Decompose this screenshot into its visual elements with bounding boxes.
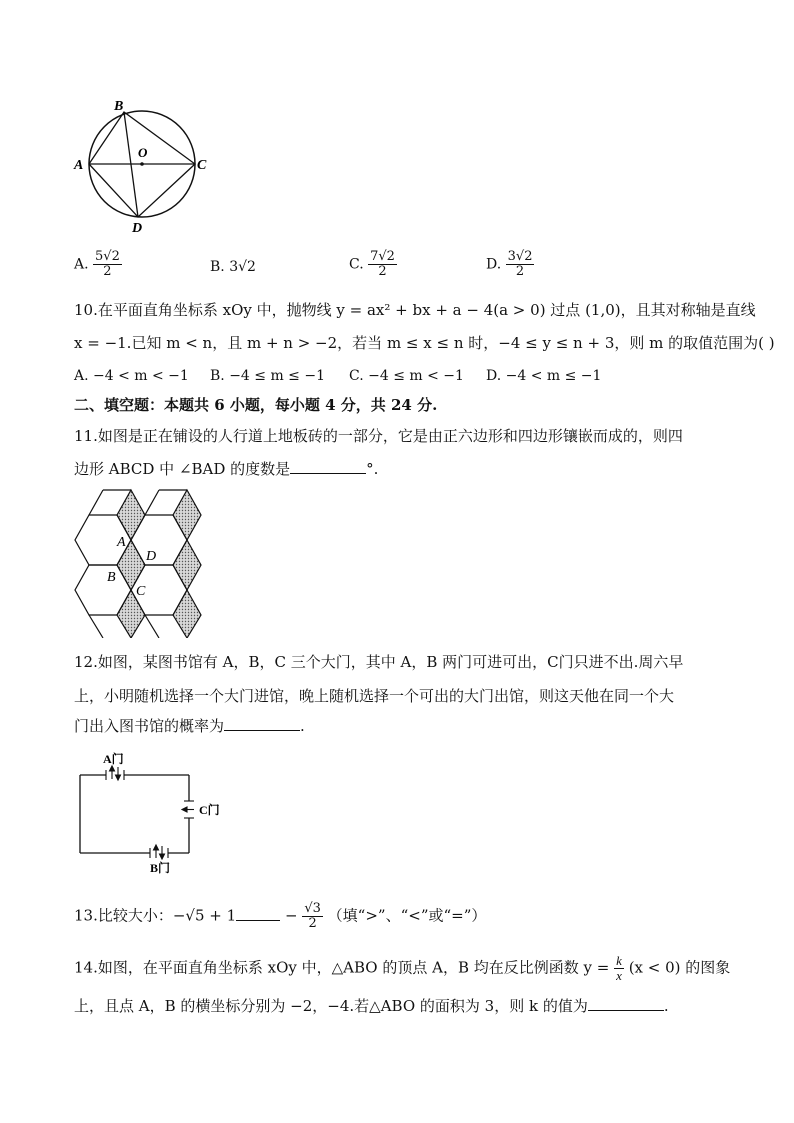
label-d: D <box>132 221 143 236</box>
q14-line2-suffix: . <box>663 997 669 1015</box>
door-b-label: B门 <box>150 861 171 875</box>
q13-answer-blank[interactable] <box>236 906 280 921</box>
q12-answer-blank[interactable] <box>224 716 300 731</box>
q9-option-a <box>74 250 122 279</box>
door-c-label: C门 <box>199 803 220 817</box>
q10-line1: 10.在平面直角坐标系 xOy 中，抛物线 y = ax² + bx + a − 4(a > 0) 过点 (1,0)，且其对称轴是直线 <box>74 301 756 319</box>
q12-line1: 12.如图，某图书馆有 A，B，C 三个大门，其中 A，B 两门可进可出，C门只进不出.周六早 <box>74 653 684 671</box>
door-a-arrows <box>106 766 124 780</box>
q9-option-a-frac: $\frac{5√2}{2}$ <box>95 249 120 279</box>
q14-line1-suffix: (x < 0) 的图象 <box>628 958 731 977</box>
q14-frac: $\frac{k}{x}$ <box>616 953 622 983</box>
q9-option-c-frac: $\frac{7√2}{2}$ <box>370 249 395 279</box>
q11-line2-prefix: 边形 ABCD 中 ∠BAD 的度数是 <box>74 460 291 478</box>
q14-answer-blank[interactable] <box>588 996 664 1011</box>
q9-option-a-label: A. <box>74 256 89 273</box>
q12-line2: 上，小明随机选择一个大门进馆，晚上随机选择一个可出的大门出馆，则这天他在同一个大 <box>74 687 675 705</box>
q14-line2 <box>74 996 669 1016</box>
door-a-label: A门 <box>103 752 124 766</box>
q11-tiling-figure <box>70 488 210 638</box>
q12-library-figure <box>72 748 242 878</box>
q10-option-c: C. −4 ≤ m < −1 <box>349 368 464 384</box>
q13-prefix: 13.比较大小：−√5 + 1 <box>74 906 237 925</box>
q13-suffix: （填“>”、“<”或“=”） <box>327 906 487 925</box>
q11-line1: 11.如图是正在铺设的人行道上地板砖的一部分，它是由正六边形和四边形镶嵌而成的，则四 <box>74 427 683 445</box>
q14-line1 <box>74 954 730 983</box>
q13-frac: $\frac{√3}{2}$ <box>304 901 321 931</box>
q11-answer-blank[interactable] <box>290 459 366 474</box>
q9-option-d-label: D. <box>486 256 502 273</box>
q12-line3 <box>74 716 305 736</box>
q14-line1-prefix: 14.如图，在平面直角坐标系 xOy 中，△ABO 的顶点 A，B 均在反比例函数 y = <box>74 958 610 977</box>
q10-line2: x = −1.已知 m < n，且 m + n > −2，若当 m ≤ x ≤ n 时，−4 ≤ y ≤ n + 3，则 m 的取值范围为( ) <box>74 334 775 352</box>
library-walls <box>80 775 189 853</box>
tile-label-a: A <box>117 535 126 550</box>
q9-circle-figure <box>72 95 212 240</box>
tile-label-d: D <box>146 549 157 564</box>
q9-option-c <box>349 250 397 279</box>
door-b-arrows <box>150 845 168 859</box>
tile-label-b: B <box>107 570 116 585</box>
label-b: B <box>114 99 124 114</box>
section-heading-fill-in: 二、填空题：本题共 6 小题，每小题 4 分，共 24 分. <box>74 396 438 414</box>
q10-option-a: A. −4 < m < −1 <box>74 368 189 384</box>
label-c: C <box>197 158 207 173</box>
q10-option-b: B. −4 ≤ m ≤ −1 <box>210 368 326 384</box>
q9-option-d-frac: $\frac{3√2}{2}$ <box>507 249 533 279</box>
q9-option-b-label: B. <box>210 259 225 275</box>
q14-line2-prefix: 上，且点 A，B 的横坐标分别为 −2，−4.若△ABO 的面积为 3，则 k 的值为 <box>74 997 588 1015</box>
q11-line2 <box>74 459 378 479</box>
q12-line3-prefix: 门出入图书馆的概率为 <box>74 717 225 735</box>
q12-line3-suffix: . <box>300 717 305 735</box>
label-o: O <box>138 145 148 160</box>
tile-label-c: C <box>136 584 146 599</box>
q9-option-b-value: 3√2 <box>229 259 256 275</box>
q9-option-d <box>486 250 534 279</box>
label-a: A <box>74 158 84 173</box>
q13-minus: − <box>284 906 298 925</box>
q9-option-b <box>210 257 256 277</box>
door-c-arrow <box>182 801 194 818</box>
q10-option-d: D. −4 < m ≤ −1 <box>486 368 602 384</box>
rhombus-tiles <box>117 490 201 638</box>
q9-option-c-label: C. <box>349 256 364 273</box>
q11-line2-suffix: °. <box>366 460 379 478</box>
center-point-o <box>140 162 144 166</box>
q13-line <box>74 902 486 931</box>
